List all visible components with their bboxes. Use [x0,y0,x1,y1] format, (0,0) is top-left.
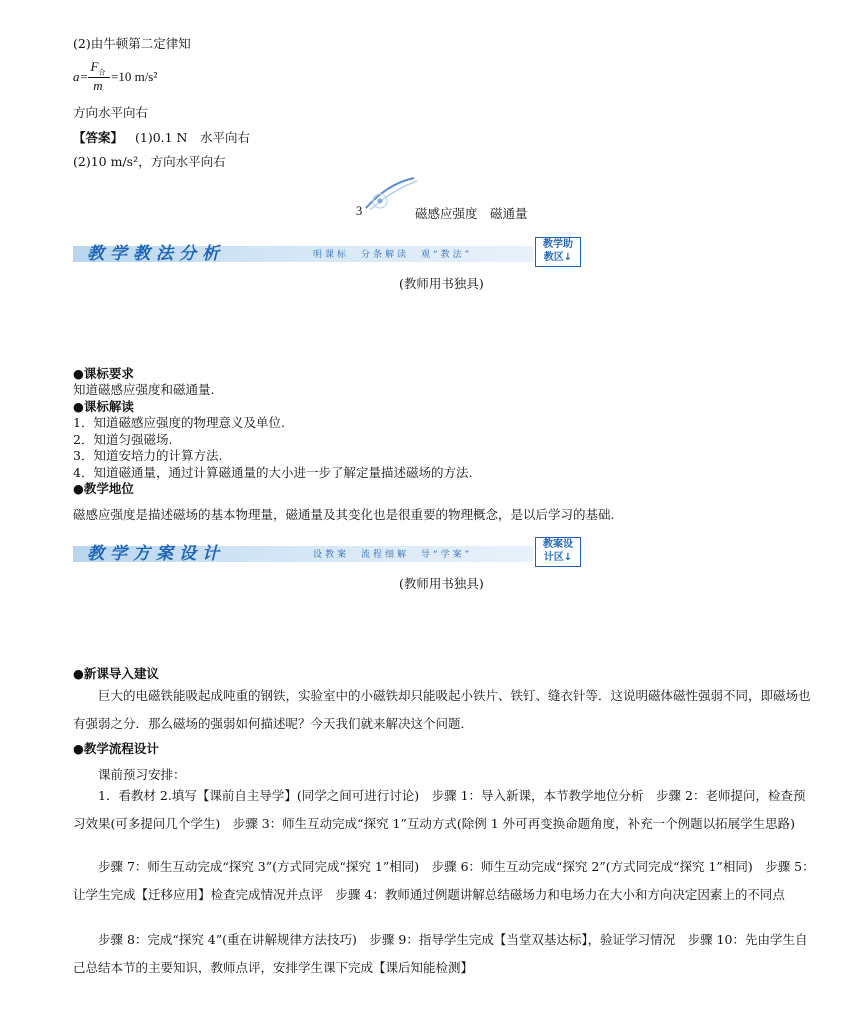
standards-heading: ●课标要求 [73,366,134,381]
flow-paragraph-1: 1．看教材 2.填写【课前自主导学】(同学之间可进行讨论) 步骤 1：导入新课，本节教学地位分析 步骤 2：老师提问，检查预习效果(可多提问几个学生) 步骤 3：师生互动完成“探究 1”互动方式(除例 1 外可再变换命题角度，补充一个例题以拓展学生思路) [73,788,806,831]
answer-text: (1)0.1 N 水平向右 [135,130,250,145]
formula-numerator: F [90,59,99,74]
answer-line-2: (2)10 m/s²，方向水平向右 [73,154,226,169]
interpretation-item: 4．知道磁通量，通过计算磁通量的大小进一步了解定量描述磁场的方法. [73,465,473,480]
banner-box-line-2: 计区↓ [543,551,573,563]
formula-numerator-sub: 合 [98,68,106,77]
formula-denominator: m [93,78,103,93]
teacher-only-note-1: (教师用书独具) [399,276,484,291]
formula-lhs: a= [73,69,89,84]
flow-paragraph-3: 步骤 8：完成“探究 4”(重在讲解规律方法技巧) 步骤 9：指导学生完成【当堂双基达标】，验证学习情况 步骤 10：先由学生自己总结本节的主要知识，教师点评，安排学生课下完成【课后知能检测】 [73,932,808,975]
intro-paragraph: 巨大的电磁铁能吸起成吨重的钢铁，实验室中的小磁铁却只能吸起小铁片、铁钉、缝衣针等．这说明磁体磁性强弱不同，即磁场也有强弱之分．那么磁场的强弱如何描述呢？今天我们就来解决这个问题． [73,688,811,731]
flow-pre: 课前预习安排： [98,767,186,782]
status-heading: ●教学地位 [73,481,134,496]
banner-subtitle: 明课标 分条解读 观“教法” [313,250,473,260]
comet-logo-icon [362,174,422,214]
answer-label: 【答案】 [73,130,124,145]
banner-side-box [535,237,581,267]
interpretation-heading: ●课标解读 [73,399,134,414]
formula-rhs: =10 m/s² [111,69,158,84]
teacher-only-note-2: (教师用书独具) [399,576,484,591]
banner-subtitle: 设教案 流程细解 导“学案” [313,550,473,560]
status-text: 磁感应强度是描述磁场的基本物理量，磁通量及其变化也是很重要的物理概念，是以后学习的基础. [73,507,615,522]
intro-heading: ●新课导入建议 [73,666,159,681]
banner-title: 教学教法分析 [87,244,225,264]
interpretation-item: 2．知道匀强磁场. [73,432,173,447]
interpretation-item: 3．知道安培力的计算方法. [73,448,223,463]
banner-box-line-1: 教学助 [543,239,573,250]
banner-side-box [535,537,581,567]
formula-fraction [87,59,111,97]
banner-teaching-analysis [73,237,585,267]
flow-heading: ●教学流程设计 [73,741,159,756]
standards-text: 知道磁感应强度和磁通量. [73,382,215,397]
interpretation-item: 1．知道磁感应强度的物理意义及单位. [73,415,285,430]
banner-box-line-1: 教案设 [543,539,573,550]
banner-plan-design [73,537,585,567]
section-number: 3 [356,204,363,218]
flow-paragraph-2: 步骤 7：师生互动完成“探究 3”(方式同完成“探究 1”相同) 步骤 6：师生互动完成“探究 2”(方式同完成“探究 1”相同) 步骤 5：让学生完成【迁移应用】检查完成情况并点评 步骤 4：教师通过例题讲解总结磁场力和电场力在大小和方向决定因素上的不同点 [73,859,815,902]
section-title: 磁感应强度 磁通量 [415,206,528,221]
banner-box-line-2: 教区↓ [543,251,573,263]
solution-line-1: (2)由牛顿第二定律知 [73,36,191,51]
solution-line-3: 方向水平向右 [73,105,149,120]
banner-title: 教学方案设计 [87,544,225,564]
